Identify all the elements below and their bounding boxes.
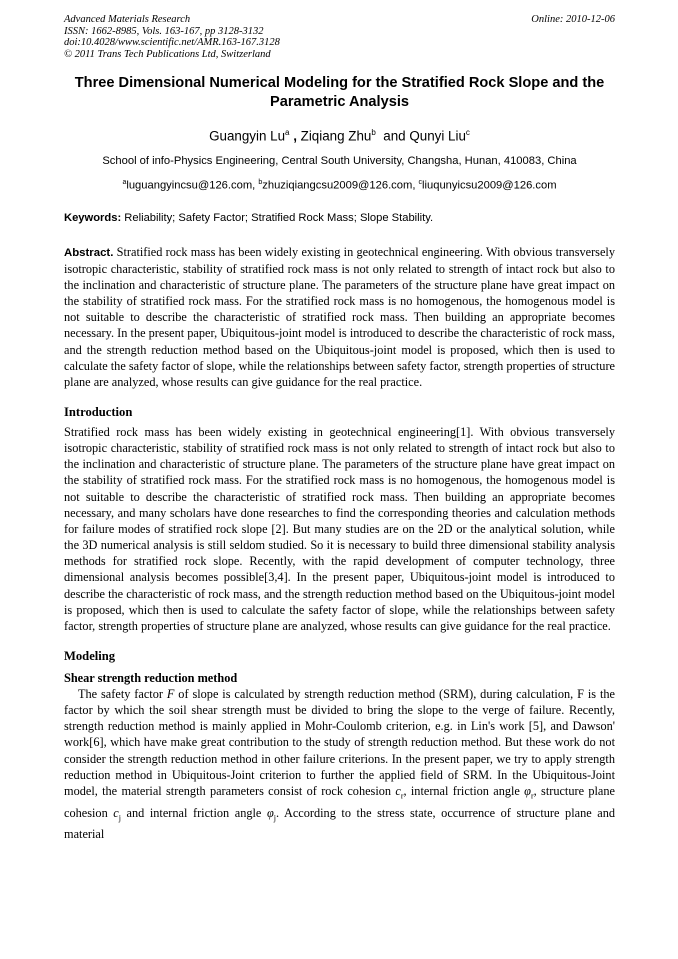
text-run: , structure plane cohesion: [64, 783, 615, 820]
keywords-label: Keywords:: [64, 211, 122, 224]
subsection-heading-srm: Shear strength reduction method: [64, 671, 238, 686]
author-name: Ziqiang Zhu: [300, 128, 372, 144]
introduction-paragraph: Stratified rock mass has been widely existing in geotechnical engineering[1]. With obvious transversely isotropic characteristic, stability of stratified rock mass is not only related to strength of intact rock but also to the inclination and characteristic of structure plane. The parameters of the structure plane have great impact on the stability of stratified rock mass. For the stratified rock mass is no homogenous, the homogenous model is not suitable to describe the characteristic of stratified rock mass. Then building an appropriate becomes necessary, and many scholars have done researches to find the corresponding theories and calculation methods for failure modes of stratified rock slope [2]. But many studies are on the 2D or the analytical solution, while the 3D numerical analysis is still seldom studied. So it is necessary to build three dimensional stability analysis methods for stratified rock slope. Recently, with the rapid development of computer technology, three dimensional analysis becomes possible[3,4]. In the present paper, Ubiquitous-joint model is introduced to describe the characteristic of rock mass, and the strength reduction method based on the Ubiquitous-joint model is proposed, which then is used to calculate the safety factor of slope, while the relationships between safety factor, strength properties of structure plane are analyzed, whose results can give guidance for the real practice.: [64, 424, 615, 633]
paper-page: [64, 14, 615, 842]
text-run: , internal friction angle: [403, 783, 525, 798]
author-separator: and: [375, 128, 410, 144]
section-heading-modeling: Modeling: [64, 649, 116, 664]
email-address: luguangyincsu@126.com,: [126, 179, 259, 192]
text-run: . According to the stress state, occurrence of structure plane and material: [64, 805, 615, 842]
symbol-f: F: [166, 687, 175, 702]
subscript-j: j: [273, 813, 276, 823]
symbol-c-j: c: [113, 805, 119, 820]
author-superscript: c: [465, 128, 470, 138]
abstract-text: Stratified rock mass has been widely existing in geotechnical engineering. With obvious transversely isotropic characteristic, stability of stratified rock mass is not only related to strength of intact rock but also to the inclination and characteristic of structure plane. The parameters of the structure plane have great impact on the stability of stratified rock mass. For the stratified rock mass is no homogenous, the homogenous model is not suitable to describe the characteristic of stratified rock mass. Then building an appropriate becomes necessary. In the present paper, Ubiquitous-joint model is introduced to describe the characteristic of rock mass, and the strength reduction method based on the Ubiquitous-joint model is proposed, which then is used to calculate the safety factor of slope, while the relationships between safety factor, strength properties of structure plane are analyzed, whose results can give guidance for the real practice.: [64, 244, 615, 389]
subscript-r: r: [400, 791, 404, 801]
author-name: Guangyin Lu: [209, 128, 286, 144]
email-superscript: b: [258, 178, 263, 186]
srm-paragraph: [64, 686, 615, 842]
subscript-j: j: [118, 813, 121, 823]
text-run: The safety factor: [78, 687, 167, 702]
author-superscript: a: [285, 128, 290, 138]
symbol-phi-j: φ: [266, 805, 274, 820]
author-list: [64, 124, 615, 145]
doi-line: doi:10.4028/www.scientific.net/AMR.163-167.3128: [64, 37, 280, 49]
text-run: and internal friction angle: [120, 805, 267, 820]
keywords: [64, 211, 615, 226]
email-superscript: a: [122, 178, 127, 186]
author-name: Qunyi Liu: [409, 128, 466, 144]
affiliation: School of info-Physics Engineering, Central South University, Changsha, Hunan, 410083, China: [102, 154, 577, 167]
copyright-line: © 2011 Trans Tech Publications Ltd, Switzerland: [64, 48, 271, 60]
text-run: of slope is calculated by strength reduction method (SRM), during calculation, F is the factor by which the soil shear strength must be divided to bring the slope to the verge of failure. Recently, strength reduction method is mainly applied in Mohr-Coulomb criterion, e.g. in Lin's work [5], and Dawson' work[6], which have make great contribution to the study of strength reduction method. But these work do not consider the strength reduction method in other failure criterions. In the present paper, we try to apply strength reduction method in Ubiquitous-Joint criterion to further the applied field of SRM. In the Ubiquitous-Joint model, the material strength parameters consist of rock cohesion: [64, 687, 615, 798]
abstract-label: Abstract.: [64, 246, 114, 259]
symbol-phi-r: φ: [524, 783, 531, 798]
journal-header: [64, 14, 615, 60]
email-superscript: c: [418, 178, 423, 186]
symbol-c-r: c: [395, 783, 401, 798]
author-separator: ,: [289, 128, 301, 144]
author-emails: [64, 175, 615, 194]
section-heading-introduction: Introduction: [64, 404, 133, 419]
email-address: zhuziqiangcsu2009@126.com,: [262, 179, 419, 192]
journal-name: Advanced Materials Research: [64, 14, 191, 25]
email-address: liuqunyicsu2009@126.com: [422, 179, 557, 192]
author-superscript: b: [371, 128, 376, 138]
paper-title: Three Dimensional Numerical Modeling for the Stratified Rock Slope and the Parametric Analysis: [74, 75, 605, 111]
online-date: Online: 2010-12-06: [531, 14, 615, 25]
abstract: [64, 244, 615, 390]
subscript-r: r: [530, 791, 534, 801]
issn-line: ISSN: 1662-8985, Vols. 163-167, pp 3128-3132: [64, 25, 264, 37]
keywords-text: Reliability; Safety Factor; Stratified Rock Mass; Slope Stability.: [121, 211, 434, 224]
